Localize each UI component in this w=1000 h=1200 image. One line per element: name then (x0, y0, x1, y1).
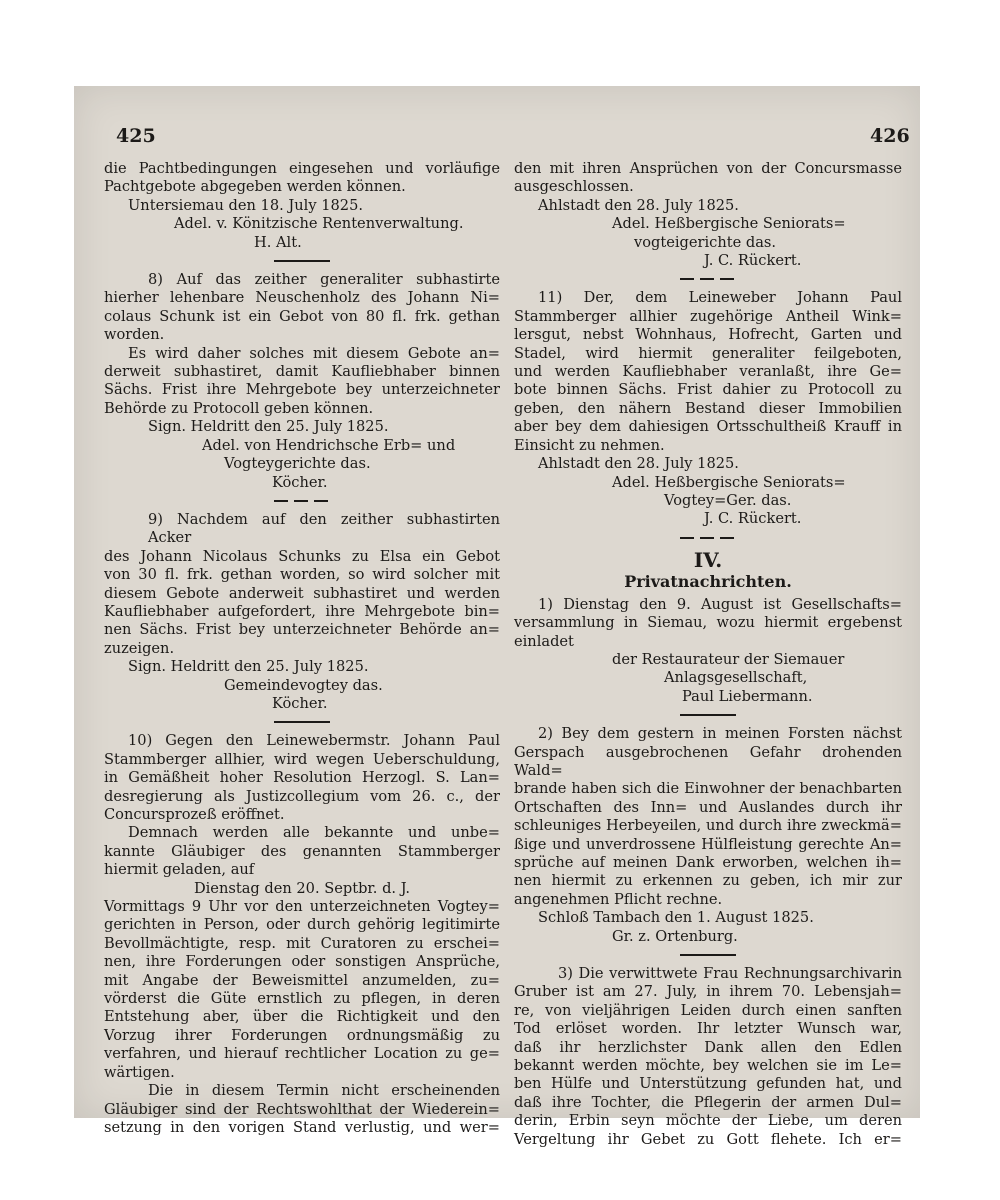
text-line: Kaufliebhaber aufgefordert, ihre Mehrgebote bin= (104, 602, 500, 620)
text-line: Tod erlöset worden. Ihr letzter Wunsch war, (514, 1020, 902, 1038)
authority: vogteigerichte das. (634, 233, 777, 251)
notice-7-end (104, 160, 500, 252)
text-line: lersgut, nebst Wohnhaus, Hofrecht, Garten und (514, 326, 902, 344)
private-notice-1 (514, 596, 902, 706)
authority: Gemeindevogtey das. (224, 676, 383, 694)
text-line: ausgeschlossen. (514, 178, 634, 196)
place-date: Schloß Tambach den 1. August 1825. (538, 909, 814, 927)
text-line: den mit ihren Ansprüchen von der Concursmasse (514, 160, 902, 177)
authority: Adel. Heßbergische Seniorats= (612, 215, 846, 233)
text-line: versammlung in Siemau, wozu hiermit ergebenst (514, 614, 902, 632)
text-line: des Johann Nicolaus Schunks zu Elsa ein Gebot (104, 547, 500, 565)
text-line: 2) Bey dem gestern in meinen Forsten nächst (538, 725, 902, 743)
notice-11 (514, 289, 902, 528)
text-line: mit Angabe der Beweismittel anzumelden, zu= (104, 971, 500, 989)
text-line: kannte Gläubiger des genannten Stammberger (104, 842, 500, 860)
separator-dash (680, 278, 736, 280)
text-line: bote binnen Sächs. Frist dahier zu Protocoll zu (514, 381, 902, 399)
signature: Gr. z. Ortenburg. (612, 927, 738, 945)
page-number-right: 426 (870, 125, 910, 147)
text-line: nen hiermit zu erkennen zu geben, ich mir zur (514, 872, 902, 890)
text-line: derweit subhastiret, damit Kaufliebhaber binnen (104, 363, 500, 381)
text-line: setzung in den vorigen Stand verlustig, und wer= (104, 1118, 500, 1136)
separator-rule (680, 714, 736, 716)
text-line: daß ihre Tochter, die Pflegerin der armen Dul= (514, 1093, 902, 1111)
text-line: Die in diesem Termin nicht erscheinenden (148, 1082, 500, 1100)
text-line: colaus Schunk ist ein Gebot von 80 fl. frk. gethan (104, 307, 500, 325)
authority: Vogteygerichte das. (224, 455, 371, 473)
separator-dash (274, 500, 330, 502)
signature: Paul Liebermann. (682, 687, 813, 705)
text-line: desregierung als Justizcollegium vom 26. c., der (104, 787, 500, 805)
signature: J. C. Rückert. (704, 510, 802, 528)
separator-rule (680, 954, 736, 956)
text-line: und werden Kaufliebhaber veranlaßt, ihre Ge= (514, 363, 902, 381)
text-line: Ortschaften des Inn= und Auslandes durch ihr (514, 798, 902, 816)
signature: H. Alt. (254, 233, 302, 251)
text-line: hierher lehenbare Neuschenholz des Johann Ni= (104, 289, 500, 307)
text-line: 10) Gegen den Leinewebermstr. Johann Paul (128, 732, 500, 750)
notice-9 (104, 511, 500, 713)
text-line: Stammberger allhier zugehörige Antheil Wink= (514, 307, 902, 325)
signature: J. C. Rückert. (704, 252, 802, 270)
page-number-left: 425 (116, 125, 156, 147)
text-line: Bevollmächtigte, resp. mit Curatoren zu erschei= (104, 934, 500, 952)
authority: Adel. v. Könitzische Rentenverwaltung. (174, 215, 464, 233)
separator-dash (680, 537, 736, 539)
text-line: Demnach werden alle bekannte und unbe= (128, 824, 500, 842)
text-line: die Pachtbedingungen eingesehen und vorläufige (104, 160, 500, 177)
notice-8 (104, 271, 500, 492)
text-line: in Gemäßheit hoher Resolution Herzogl. S. Lan= (104, 769, 500, 787)
authority: der Restaurateur der Siemauer (612, 650, 845, 668)
private-notice-3 (514, 965, 902, 1149)
text-line: re, von vieljährigen Leiden durch einen sanften (514, 1001, 902, 1019)
text-line: geben, den nähern Bestand dieser Immobilien (514, 399, 902, 417)
text-line: 3) Die verwittwete Frau Rechnungsarchivarin (558, 965, 902, 983)
text-line: vörderst die Güte ernstlich zu pflegen, in deren (104, 990, 500, 1008)
text-line: 9) Nachdem auf den zeither subhastirten Acker (148, 510, 500, 547)
text-line: verfahren, und hierauf rechtlicher Location zu ge= (104, 1045, 500, 1063)
private-notice-2 (514, 725, 902, 946)
place-date: Ahlstadt den 28. July 1825. (538, 455, 739, 473)
text-line: gerichten in Person, oder durch gehörig legitimirte (104, 916, 500, 934)
text-line: bekannt werden möchte, bey welchen sie im Le= (514, 1057, 902, 1075)
text-line: aber bey dem dahiesigen Ortsschultheiß Krauff in (514, 418, 902, 436)
text-line: Vergeltung ihr Gebet zu Gott flehete. Ich er= (514, 1130, 902, 1148)
place-date: Untersiemau den 18. July 1825. (128, 196, 363, 214)
text-line: Entstehung aber, über die Richtigkeit und den (104, 1008, 500, 1026)
text-line: Sächs. Frist ihre Mehrgebote bey unterzeichneter (104, 381, 500, 399)
text-line: Gläubiger sind der Rechtswohlthat der Wiederein= (104, 1100, 500, 1118)
right-column (514, 160, 902, 1149)
text-line: hiermit geladen, auf (104, 861, 255, 879)
text-line: Gerspach ausgebrochenen Gefahr drohenden Wald= (514, 743, 902, 779)
text-line: nen Sächs. Frist bey unterzeichneter Behörde an= (104, 621, 500, 639)
text-line: einladet (514, 632, 574, 650)
authority: Adel. Heßbergische Seniorats= (612, 473, 846, 491)
authority: Anlagsgesellschaft, (664, 669, 808, 687)
text-line: Behörde zu Protocoll geben können. (104, 399, 374, 417)
text-line: sprüche auf meinen Dank erworben, welchen ih= (514, 854, 902, 871)
text-line: Es wird daher solches mit diesem Gebote an= (128, 344, 500, 362)
text-line: zuzeigen. (104, 639, 175, 657)
place-date: Sign. Heldritt den 25. July 1825. (148, 418, 389, 436)
text-line: schleuniges Herbeyeilen, und durch ihre zweckmä= (514, 817, 902, 835)
text-line: daß ihr herzlichster Dank allen den Edlen (514, 1038, 902, 1056)
text-line: angenehmen Pflicht rechne. (514, 890, 723, 908)
separator-rule (274, 721, 330, 723)
text-line: Stadel, wird hiermit generaliter feilgeboten, (514, 344, 902, 362)
text-line: von 30 fl. frk. gethan worden, so wird solcher mit (104, 566, 500, 584)
text-line: Vorzug ihrer Forderungen ordnungsmäßig zu (104, 1026, 500, 1044)
text-line: Vormittags 9 Uhr vor den unterzeichneten Vogtey= (104, 898, 500, 916)
text-line: ßige und unverdrossene Hülfleistung gerechte An= (514, 835, 902, 853)
text-line: diesem Gebote anderweit subhastiret und werden (104, 584, 500, 602)
place-date: Ahlstadt den 28. July 1825. (538, 196, 739, 214)
notice-10-end (514, 160, 902, 270)
section-number: IV. (693, 547, 723, 572)
text-line: nen, ihre Forderungen oder sonstigen Ansprüche, (104, 953, 500, 971)
left-column (104, 160, 500, 1137)
text-line: brande haben sich die Einwohner der benachbarten (514, 780, 902, 798)
text-line: 1) Dienstag den 9. August ist Gesellschafts= (538, 595, 902, 613)
text-line: ben Hülfe und Unterstützung gefunden hat, und (514, 1075, 902, 1093)
text-line: Pachtgebote abgegeben werden können. (104, 178, 406, 196)
text-line: derin, Erbin seyn möchte der Liebe, um deren (514, 1112, 902, 1130)
text-line: wärtigen. (104, 1063, 175, 1081)
authority: Adel. von Hendrichsche Erb= und (202, 436, 456, 454)
signature: Köcher. (272, 694, 328, 712)
notice-10 (104, 732, 500, 1137)
text-line: Concursprozeß eröffnet. (104, 806, 285, 823)
authority: Vogtey=Ger. das. (664, 491, 792, 509)
signature: Köcher. (272, 473, 328, 491)
text-line: Gruber ist am 27. July, in ihrem 70. Lebensjah= (514, 983, 902, 1001)
text-line: 11) Der, dem Leineweber Johann Paul (538, 289, 902, 307)
text-line: Einsicht zu nehmen. (514, 436, 665, 454)
text-line: Stammberger allhier, wird wegen Ueberschuldung, (104, 750, 500, 768)
section-title: Privatnachrichten. (624, 571, 792, 591)
separator-rule (274, 260, 330, 262)
hearing-date: Dienstag den 20. Septbr. d. J. (193, 879, 411, 897)
text-line: 8) Auf das zeither generaliter subhastirte (148, 271, 500, 289)
place-date: Sign. Heldritt den 25. July 1825. (128, 658, 369, 676)
text-line: worden. (104, 326, 165, 344)
